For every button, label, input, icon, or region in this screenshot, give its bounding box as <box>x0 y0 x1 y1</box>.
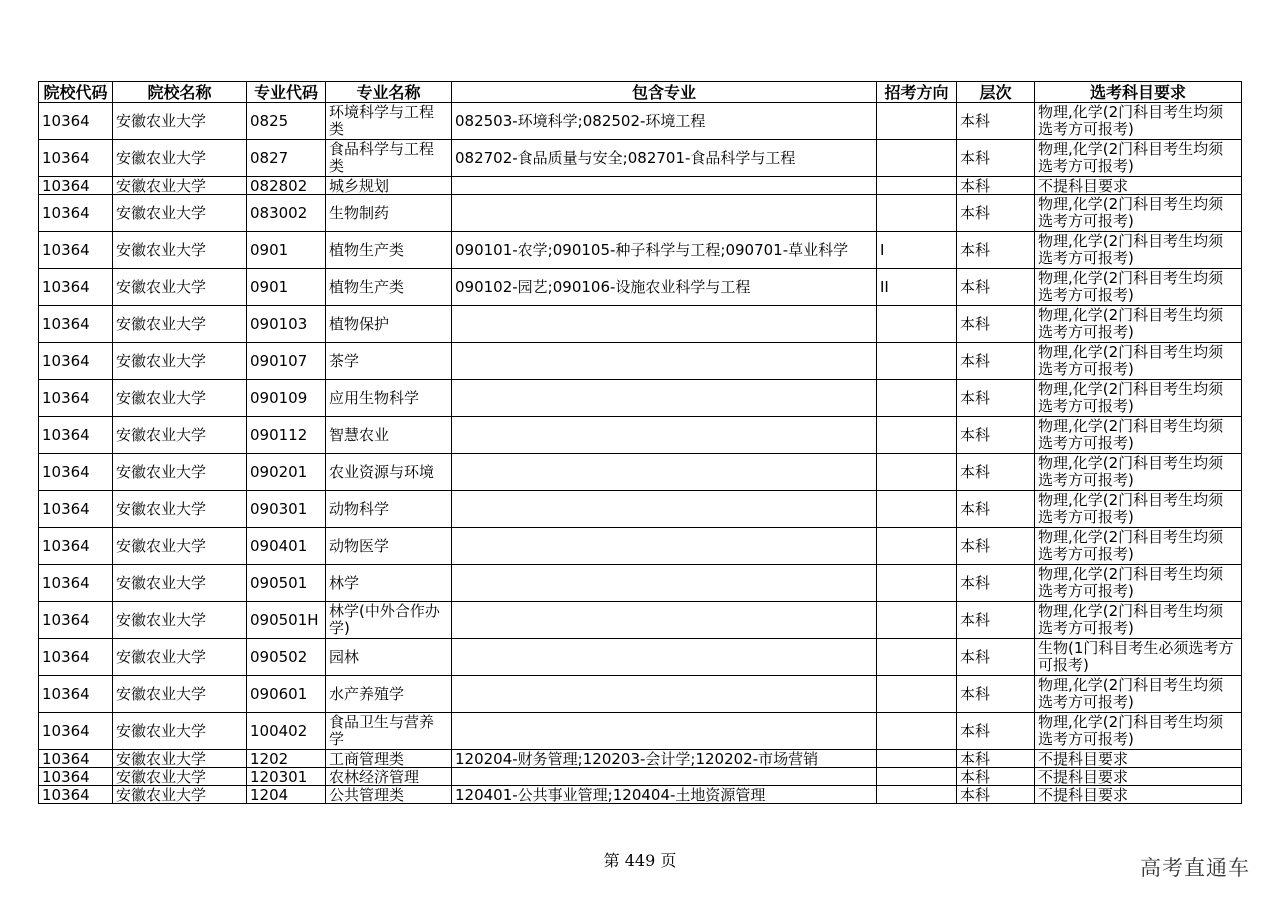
cell-major-name: 植物生产类 <box>326 232 452 269</box>
table-row <box>39 380 1242 417</box>
cell-included-majors: 120401-公共事业管理;120404-土地资源管理 <box>452 786 877 804</box>
cell-included-majors <box>452 602 877 639</box>
cell-school-code: 10364 <box>39 491 113 528</box>
table-row <box>39 306 1242 343</box>
cell-school-code: 10364 <box>39 528 113 565</box>
cell-subject-requirement: 物理,化学(2门科目考生均须选考方可报考) <box>1035 417 1242 454</box>
cell-level: 本科 <box>957 177 1035 195</box>
cell-major-code: 0901 <box>247 232 326 269</box>
cell-direction <box>877 195 957 232</box>
header-school-name: 院校名称 <box>113 82 247 103</box>
cell-major-name: 公共管理类 <box>326 786 452 804</box>
cell-level: 本科 <box>957 768 1035 786</box>
cell-major-name: 林学(中外合作办学) <box>326 602 452 639</box>
header-school-code: 院校代码 <box>39 82 113 103</box>
table-row <box>39 140 1242 177</box>
cell-subject-requirement: 物理,化学(2门科目考生均须选考方可报考) <box>1035 343 1242 380</box>
cell-school-code: 10364 <box>39 232 113 269</box>
cell-school-name: 安徽农业大学 <box>113 528 247 565</box>
cell-school-name: 安徽农业大学 <box>113 269 247 306</box>
table-body <box>39 103 1242 804</box>
cell-major-code: 0827 <box>247 140 326 177</box>
table-row <box>39 103 1242 140</box>
header-major-name: 专业名称 <box>326 82 452 103</box>
cell-school-name: 安徽农业大学 <box>113 177 247 195</box>
table-row <box>39 269 1242 306</box>
cell-major-code: 090112 <box>247 417 326 454</box>
cell-school-code: 10364 <box>39 602 113 639</box>
cell-school-name: 安徽农业大学 <box>113 786 247 804</box>
cell-included-majors: 090101-农学;090105-种子科学与工程;090701-草业科学 <box>452 232 877 269</box>
cell-level: 本科 <box>957 306 1035 343</box>
cell-subject-requirement: 物理,化学(2门科目考生均须选考方可报考) <box>1035 232 1242 269</box>
cell-major-code: 0825 <box>247 103 326 140</box>
page-number: 第 449 页 <box>603 851 677 870</box>
cell-level: 本科 <box>957 528 1035 565</box>
table-row <box>39 343 1242 380</box>
cell-direction <box>877 528 957 565</box>
cell-school-code: 10364 <box>39 639 113 676</box>
cell-major-name: 工商管理类 <box>326 750 452 768</box>
cell-included-majors <box>452 491 877 528</box>
cell-school-code: 10364 <box>39 269 113 306</box>
cell-level: 本科 <box>957 713 1035 750</box>
header-included-majors: 包含专业 <box>452 82 877 103</box>
cell-school-name: 安徽农业大学 <box>113 140 247 177</box>
cell-major-name: 林学 <box>326 565 452 602</box>
cell-major-name: 园林 <box>326 639 452 676</box>
cell-major-code: 082802 <box>247 177 326 195</box>
cell-school-name: 安徽农业大学 <box>113 768 247 786</box>
cell-included-majors <box>452 713 877 750</box>
cell-subject-requirement: 物理,化学(2门科目考生均须选考方可报考) <box>1035 195 1242 232</box>
cell-major-code: 090502 <box>247 639 326 676</box>
watermark: 高考直通车 <box>1140 856 1250 880</box>
cell-major-name: 食品卫生与营养学 <box>326 713 452 750</box>
header-major-code: 专业代码 <box>247 82 326 103</box>
cell-direction <box>877 177 957 195</box>
table-row <box>39 491 1242 528</box>
cell-level: 本科 <box>957 380 1035 417</box>
cell-major-code: 090401 <box>247 528 326 565</box>
cell-school-code: 10364 <box>39 750 113 768</box>
cell-major-name: 农林经济管理 <box>326 768 452 786</box>
cell-major-code: 090109 <box>247 380 326 417</box>
cell-direction <box>877 713 957 750</box>
cell-school-code: 10364 <box>39 343 113 380</box>
cell-level: 本科 <box>957 786 1035 804</box>
cell-included-majors <box>452 639 877 676</box>
cell-included-majors <box>452 343 877 380</box>
cell-direction <box>877 602 957 639</box>
cell-subject-requirement: 物理,化学(2门科目考生均须选考方可报考) <box>1035 140 1242 177</box>
cell-subject-requirement: 不提科目要求 <box>1035 177 1242 195</box>
cell-school-name: 安徽农业大学 <box>113 343 247 380</box>
cell-subject-requirement: 物理,化学(2门科目考生均须选考方可报考) <box>1035 565 1242 602</box>
table-row <box>39 417 1242 454</box>
table-row <box>39 768 1242 786</box>
cell-subject-requirement: 不提科目要求 <box>1035 750 1242 768</box>
cell-direction <box>877 306 957 343</box>
header-direction: 招考方向 <box>877 82 957 103</box>
cell-subject-requirement: 不提科目要求 <box>1035 786 1242 804</box>
cell-level: 本科 <box>957 491 1035 528</box>
cell-level: 本科 <box>957 676 1035 713</box>
cell-school-name: 安徽农业大学 <box>113 380 247 417</box>
cell-level: 本科 <box>957 343 1035 380</box>
cell-direction: I <box>877 232 957 269</box>
cell-included-majors <box>452 380 877 417</box>
cell-direction <box>877 491 957 528</box>
cell-school-name: 安徽农业大学 <box>113 713 247 750</box>
cell-included-majors: 090102-园艺;090106-设施农业科学与工程 <box>452 269 877 306</box>
cell-school-name: 安徽农业大学 <box>113 750 247 768</box>
cell-school-name: 安徽农业大学 <box>113 103 247 140</box>
cell-school-name: 安徽农业大学 <box>113 565 247 602</box>
header-subject-requirement: 选考科目要求 <box>1035 82 1242 103</box>
cell-direction <box>877 140 957 177</box>
cell-level: 本科 <box>957 103 1035 140</box>
cell-school-name: 安徽农业大学 <box>113 454 247 491</box>
cell-included-majors <box>452 417 877 454</box>
cell-subject-requirement: 物理,化学(2门科目考生均须选考方可报考) <box>1035 676 1242 713</box>
cell-direction <box>877 103 957 140</box>
cell-level: 本科 <box>957 602 1035 639</box>
cell-major-name: 茶学 <box>326 343 452 380</box>
cell-subject-requirement: 物理,化学(2门科目考生均须选考方可报考) <box>1035 602 1242 639</box>
cell-subject-requirement: 不提科目要求 <box>1035 768 1242 786</box>
table-row <box>39 565 1242 602</box>
cell-school-code: 10364 <box>39 417 113 454</box>
cell-included-majors <box>452 195 877 232</box>
cell-major-name: 智慧农业 <box>326 417 452 454</box>
cell-major-code: 090601 <box>247 676 326 713</box>
cell-school-name: 安徽农业大学 <box>113 195 247 232</box>
cell-level: 本科 <box>957 232 1035 269</box>
cell-major-code: 090201 <box>247 454 326 491</box>
table-header-row <box>39 82 1242 103</box>
cell-level: 本科 <box>957 639 1035 676</box>
cell-direction <box>877 786 957 804</box>
cell-subject-requirement: 物理,化学(2门科目考生均须选考方可报考) <box>1035 713 1242 750</box>
cell-major-code: 090501H <box>247 602 326 639</box>
cell-school-code: 10364 <box>39 676 113 713</box>
cell-major-code: 1202 <box>247 750 326 768</box>
cell-school-code: 10364 <box>39 140 113 177</box>
cell-major-name: 动物医学 <box>326 528 452 565</box>
cell-level: 本科 <box>957 140 1035 177</box>
cell-major-code: 1204 <box>247 786 326 804</box>
cell-included-majors <box>452 177 877 195</box>
cell-major-code: 090107 <box>247 343 326 380</box>
cell-direction <box>877 676 957 713</box>
cell-included-majors <box>452 768 877 786</box>
cell-major-code: 100402 <box>247 713 326 750</box>
cell-major-name: 动物科学 <box>326 491 452 528</box>
cell-school-code: 10364 <box>39 177 113 195</box>
cell-level: 本科 <box>957 417 1035 454</box>
cell-school-name: 安徽农业大学 <box>113 232 247 269</box>
table-row <box>39 195 1242 232</box>
header-level: 层次 <box>957 82 1035 103</box>
cell-major-name: 植物生产类 <box>326 269 452 306</box>
cell-subject-requirement: 物理,化学(2门科目考生均须选考方可报考) <box>1035 380 1242 417</box>
cell-included-majors: 082503-环境科学;082502-环境工程 <box>452 103 877 140</box>
cell-subject-requirement: 物理,化学(2门科目考生均须选考方可报考) <box>1035 528 1242 565</box>
cell-major-code: 090103 <box>247 306 326 343</box>
cell-school-code: 10364 <box>39 786 113 804</box>
cell-subject-requirement: 物理,化学(2门科目考生均须选考方可报考) <box>1035 269 1242 306</box>
cell-major-name: 农业资源与环境 <box>326 454 452 491</box>
cell-major-name: 水产养殖学 <box>326 676 452 713</box>
cell-level: 本科 <box>957 195 1035 232</box>
table-row <box>39 454 1242 491</box>
cell-included-majors: 120204-财务管理;120203-会计学;120202-市场营销 <box>452 750 877 768</box>
cell-school-name: 安徽农业大学 <box>113 306 247 343</box>
table-row <box>39 177 1242 195</box>
cell-school-name: 安徽农业大学 <box>113 676 247 713</box>
table-row <box>39 750 1242 768</box>
cell-major-name: 城乡规划 <box>326 177 452 195</box>
admission-table <box>38 81 1242 804</box>
cell-subject-requirement: 物理,化学(2门科目考生均须选考方可报考) <box>1035 306 1242 343</box>
cell-direction <box>877 454 957 491</box>
cell-school-code: 10364 <box>39 306 113 343</box>
table-row <box>39 713 1242 750</box>
cell-direction: II <box>877 269 957 306</box>
cell-included-majors: 082702-食品质量与安全;082701-食品科学与工程 <box>452 140 877 177</box>
cell-direction <box>877 639 957 676</box>
cell-level: 本科 <box>957 750 1035 768</box>
cell-school-name: 安徽农业大学 <box>113 602 247 639</box>
cell-included-majors <box>452 306 877 343</box>
cell-major-code: 083002 <box>247 195 326 232</box>
cell-major-name: 生物制药 <box>326 195 452 232</box>
cell-school-name: 安徽农业大学 <box>113 639 247 676</box>
cell-school-code: 10364 <box>39 768 113 786</box>
table-row <box>39 232 1242 269</box>
cell-included-majors <box>452 528 877 565</box>
cell-included-majors <box>452 565 877 602</box>
cell-level: 本科 <box>957 565 1035 602</box>
cell-direction <box>877 768 957 786</box>
cell-school-code: 10364 <box>39 565 113 602</box>
cell-included-majors <box>452 454 877 491</box>
table-row <box>39 676 1242 713</box>
cell-subject-requirement: 物理,化学(2门科目考生均须选考方可报考) <box>1035 454 1242 491</box>
cell-subject-requirement: 生物(1门科目考生必须选考方可报考) <box>1035 639 1242 676</box>
cell-school-code: 10364 <box>39 380 113 417</box>
cell-direction <box>877 417 957 454</box>
cell-direction <box>877 750 957 768</box>
cell-school-code: 10364 <box>39 454 113 491</box>
table-row <box>39 528 1242 565</box>
table-row <box>39 786 1242 804</box>
cell-school-code: 10364 <box>39 195 113 232</box>
cell-major-name: 植物保护 <box>326 306 452 343</box>
cell-major-name: 环境科学与工程类 <box>326 103 452 140</box>
table-row <box>39 639 1242 676</box>
cell-major-name: 应用生物科学 <box>326 380 452 417</box>
cell-school-name: 安徽农业大学 <box>113 417 247 454</box>
cell-major-code: 090501 <box>247 565 326 602</box>
cell-direction <box>877 380 957 417</box>
cell-school-name: 安徽农业大学 <box>113 491 247 528</box>
cell-direction <box>877 343 957 380</box>
table-row <box>39 602 1242 639</box>
cell-included-majors <box>452 676 877 713</box>
cell-subject-requirement: 物理,化学(2门科目考生均须选考方可报考) <box>1035 103 1242 140</box>
cell-major-code: 120301 <box>247 768 326 786</box>
cell-major-code: 090301 <box>247 491 326 528</box>
cell-major-code: 0901 <box>247 269 326 306</box>
cell-level: 本科 <box>957 454 1035 491</box>
cell-school-code: 10364 <box>39 103 113 140</box>
cell-subject-requirement: 物理,化学(2门科目考生均须选考方可报考) <box>1035 491 1242 528</box>
cell-direction <box>877 565 957 602</box>
cell-major-name: 食品科学与工程类 <box>326 140 452 177</box>
cell-school-code: 10364 <box>39 713 113 750</box>
cell-level: 本科 <box>957 269 1035 306</box>
